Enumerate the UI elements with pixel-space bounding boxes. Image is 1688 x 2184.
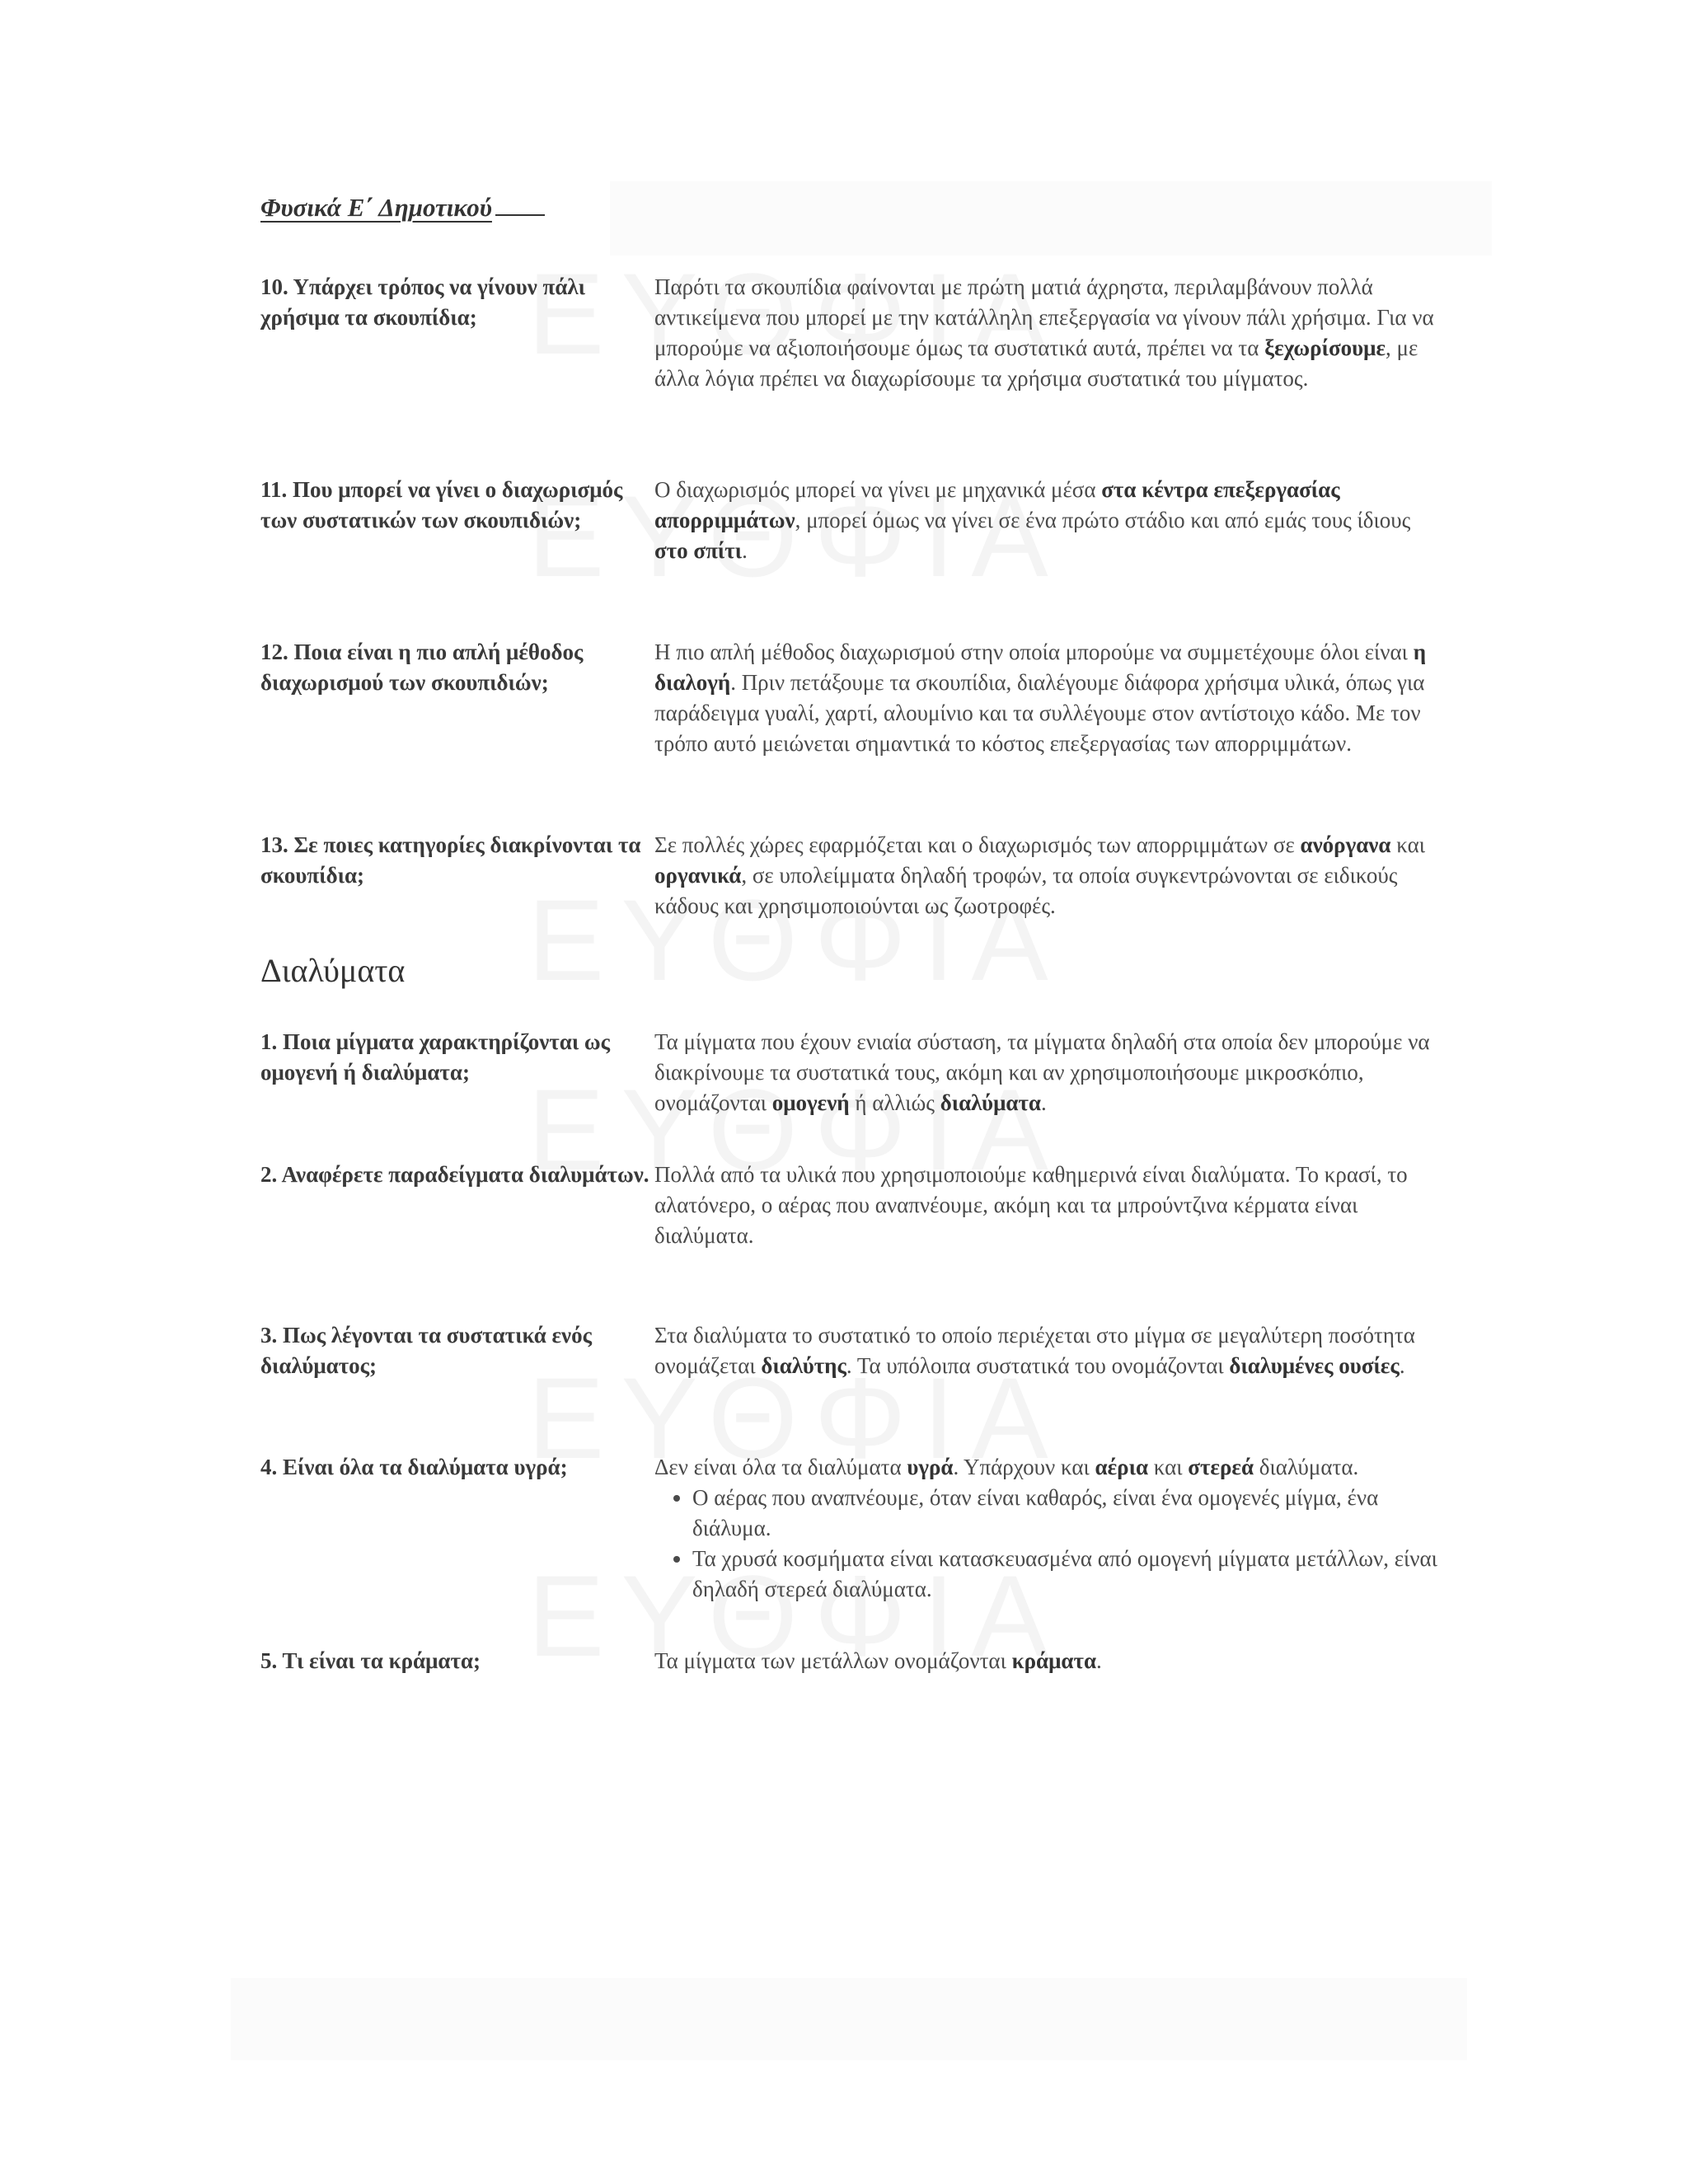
answer-text: Πολλά από τα υλικά που χρησιμοποιούμε καθημερινά είναι διαλύματα. Το κρασί, το αλατόνερο, ο αέρας που αναπνέουμε, ακόμη και τα μπρούντζινα κέρματα είναι διαλύματα. xyxy=(654,1162,1408,1248)
answer-intro: Δεν είναι όλα τα διαλύματα υγρά. Υπάρχουν και αέρια και στερεά διαλύματα. xyxy=(654,1455,1359,1479)
document-body xyxy=(260,272,1447,1676)
question-text: 3. Πως λέγονται τα συστατικά ενός διαλύματος; xyxy=(260,1323,593,1378)
qa-item-13 xyxy=(260,830,1447,921)
header-underline xyxy=(495,214,545,216)
qa-item-5 xyxy=(260,1646,1447,1676)
qa-item-1 xyxy=(260,1027,1447,1118)
question-text: 13. Σε ποιες κατηγορίες διακρίνονται τα σκουπίδια; xyxy=(260,832,641,888)
watermark-band-bottom xyxy=(231,1978,1467,2060)
page-header xyxy=(260,193,545,223)
qa-item-3 xyxy=(260,1320,1447,1381)
qa-item-11 xyxy=(260,475,1447,566)
page-header-text: Φυσικά Ε΄ Δημοτικού xyxy=(260,193,492,222)
bullet-item: • Τα χρυσά κοσμήματα είναι κατασκευασμένα από ομογενή μίγματα μετάλλων, είναι δηλαδή στερεά διαλύματα. xyxy=(692,1544,1447,1605)
answer-text: Στα διαλύματα το συστατικό το οποίο περιέχεται στο μίγμα σε μεγαλύτερη ποσότητα ονομάζεται διαλύτης. Τα υπόλοιπα συστατικά του ονομάζονται διαλυμένες ουσίες. xyxy=(654,1323,1415,1378)
answer-text: Τα μίγματα των μετάλλων ονομάζονται κράματα. xyxy=(654,1648,1102,1673)
question-text: 1. Ποια μίγματα χαρακτηρίζονται ως ομογενή ή διαλύματα; xyxy=(260,1029,611,1085)
question-text: 11. Που μπορεί να γίνει ο διαχωρισμός των συστατικών των σκουπιδιών; xyxy=(260,477,623,532)
answer-text: Ο διαχωρισμός μπορεί να γίνει με μηχανικά μέσα στα κέντρα επεξεργασίας απορριμμάτων, μπορεί όμως να γίνει σε ένα πρώτο στάδιο και από εμάς τους ίδιους στο σπίτι. xyxy=(654,477,1411,563)
watermark-band-top xyxy=(610,181,1492,255)
question-text: 2. Αναφέρετε παραδείγματα διαλυμάτων. xyxy=(260,1162,649,1187)
qa-item-12 xyxy=(260,637,1447,759)
answer-text: Σε πολλές χώρες εφαρμόζεται και ο διαχωρισμός των απορριμμάτων σε ανόργανα και οργανικά, σε υπολείμματα δηλαδή τροφών, τα οποία συγκεντρώνονται σε ειδικούς κάδους και χρησιμοποιούνται ως ζωοτροφές. xyxy=(654,832,1425,918)
question-text: 12. Ποια είναι η πιο απλή μέθοδος διαχωρισμού των σκουπιδιών; xyxy=(260,640,584,695)
question-text: 5. Τι είναι τα κράματα; xyxy=(260,1648,481,1673)
qa-item-10 xyxy=(260,272,1447,394)
qa-item-4 xyxy=(260,1452,1447,1605)
bullet-list xyxy=(654,1483,1447,1605)
question-text: 10. Υπάρχει τρόπος να γίνουν πάλι χρήσιμα τα σκουπίδια; xyxy=(260,274,586,330)
section-title: Διαλύματα xyxy=(260,952,406,989)
answer-text: Η πιο απλή μέθοδος διαχωρισμού στην οποία μπορούμε να συμμετέχουμε όλοι είναι η διαλογή. Πριν πετάξουμε τα σκουπίδια, διαλέγουμε διάφορα χρήσιμα υλικά, όπως για παράδειγμα γυαλί, χαρτί, αλουμίνιο και τα συλλέγουμε στον αντίστοιχο κάδο. Με τον τρόπο αυτό μειώνεται σημαντικά το κόστος επεξεργασίας των απορριμμάτων. xyxy=(654,640,1427,756)
bullet-item: • Ο αέρας που αναπνέουμε, όταν είναι καθαρός, είναι ένα ομογενές μίγμα, ένα διάλυμα. xyxy=(692,1483,1447,1544)
question-text: 4. Είναι όλα τα διαλύματα υγρά; xyxy=(260,1455,568,1479)
qa-item-2 xyxy=(260,1160,1447,1251)
answer-text: Τα μίγματα που έχουν ενιαία σύσταση, τα μίγματα δηλαδή στα οποία δεν μπορούμε να διακρίνουμε τα συστατικά τους, ακόμη και αν χρησιμοποιήσουμε μικροσκόπιο, ονομάζονται ομογενή ή αλλιώς διαλύματα. xyxy=(654,1029,1430,1115)
answer-text: Παρότι τα σκουπίδια φαίνονται με πρώτη ματιά άχρηστα, περιλαμβάνουν πολλά αντικείμενα που μπορεί με την κατάλληλη επεξεργασία να γίνουν πάλι χρήσιμα. Για να μπορούμε να αξιοποιήσουμε όμως τα συστατικά αυτά, πρέπει να τα ξεχωρίσουμε, με άλλα λόγια πρέπει να διαχωρίσουμε τα χρήσιμα συστατικά του μίγματος. xyxy=(654,274,1434,391)
answer-text xyxy=(654,1452,1447,1605)
